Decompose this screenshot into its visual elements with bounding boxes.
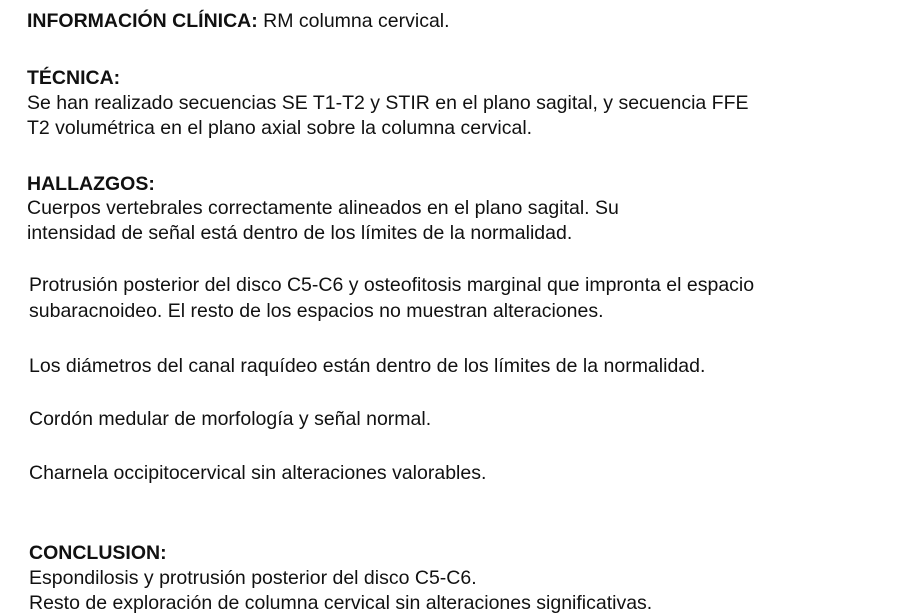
findings-line: Los diámetros del canal raquídeo están dentro de los límites de la normalidad. (29, 355, 706, 377)
conclusion-heading: CONCLUSION: (29, 542, 167, 564)
technique-heading: TÉCNICA: (27, 67, 121, 89)
findings-line: subaracnoideo. El resto de los espacios no muestran alteraciones. (29, 300, 604, 322)
technique-line: Se han realizado secuencias SE T1-T2 y STIR en el plano sagital, y secuencia FFE (27, 92, 749, 114)
clinical-info-text: RM columna cervical. (257, 10, 450, 32)
technique-line: T2 volumétrica en el plano axial sobre la columna cervical. (27, 117, 533, 139)
findings-line: Cuerpos vertebrales correctamente alineados en el plano sagital. Su (27, 197, 619, 219)
clinical-info-line (27, 9, 450, 33)
findings-line: intensidad de señal está dentro de los límites de la normalidad. (27, 222, 573, 244)
clinical-info-heading: INFORMACIÓN CLÍNICA: (27, 10, 258, 32)
conclusion-line: Resto de exploración de columna cervical sin alteraciones significativas. (29, 592, 653, 614)
findings-line: Cordón medular de morfología y señal normal. (29, 408, 432, 430)
findings-heading: HALLAZGOS: (27, 173, 155, 195)
findings-line: Charnela occipitocervical sin alteraciones valorables. (29, 462, 487, 484)
findings-line: Protrusión posterior del disco C5-C6 y osteofitosis marginal que impronta el espacio (29, 274, 755, 296)
conclusion-line: Espondilosis y protrusión posterior del disco C5-C6. (29, 567, 477, 589)
